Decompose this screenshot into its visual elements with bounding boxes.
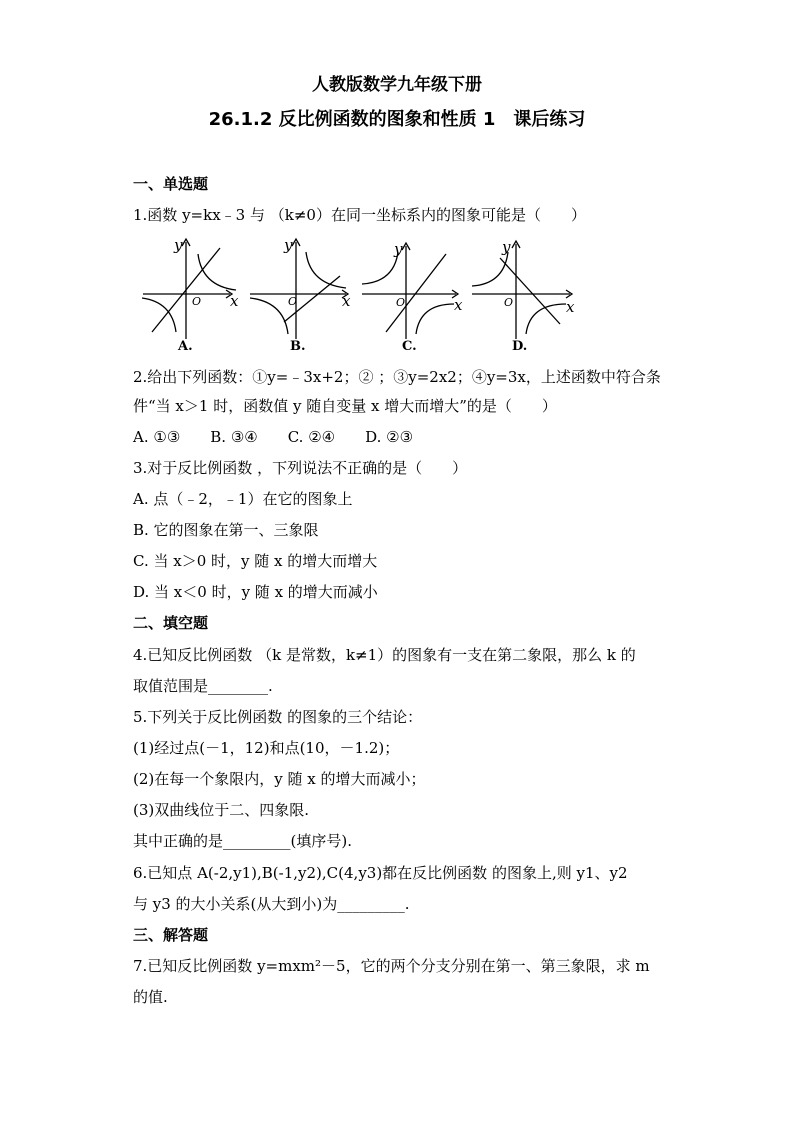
section-heading-fill-in: 二、填空题 (133, 614, 209, 632)
question-1-graphs (138, 234, 588, 352)
question-7-line-2: 的值. (133, 988, 168, 1006)
graph-c-y-label: y (394, 240, 403, 258)
graph-a-origin: O (192, 295, 202, 308)
question-2-line-2: 件“当 x＞1 时，函数值 y 随自变量 x 增大而增大”的是（ ） (133, 397, 557, 415)
graph-d-origin: O (504, 296, 514, 309)
graph-c-origin: O (396, 296, 406, 309)
question-5-conclusion-2: (2)在每一个象限内，y 随 x 的增大而减小； (133, 770, 426, 788)
graph-d-label: D. (512, 339, 528, 352)
graph-c-label: C. (402, 339, 417, 352)
question-6-line-2: 与 y3 的大小关系(从大到小)为_________. (133, 895, 410, 913)
question-4-line-1: 4.已知反比例函数 （k 是常数，k≠1）的图象有一支在第二象限，那么 k 的 (133, 646, 636, 664)
graph-a-x-label: x (230, 292, 239, 310)
question-2-options: A. ①③ B. ③④ C. ②④ D. ②③ (133, 428, 414, 446)
question-5-conclusion-3: (3)双曲线位于二、四象限. (133, 801, 310, 819)
question-5-answer: 其中正确的是_________(填序号). (133, 832, 352, 850)
graph-b-x-label: x (342, 292, 351, 310)
graph-b-y-label: y (284, 236, 293, 254)
question-1-stem: 1.函数 y=kx﹣3 与 （k≠0）在同一坐标系内的图象可能是（ ） (133, 206, 586, 224)
page-title: 人教版数学九年级下册 (312, 75, 482, 95)
graph-b-label: B. (290, 339, 306, 352)
graph-a (142, 239, 236, 339)
page-subtitle: 26.1.2 反比例函数的图象和性质 1 课后练习 (208, 109, 586, 130)
graph-d-x-label: x (566, 298, 575, 316)
question-5-stem: 5.下列关于反比例函数 的图象的三个结论： (133, 708, 423, 726)
question-3-option-b: B. 它的图象在第一、三象限 (133, 521, 319, 539)
question-4-line-2: 取值范围是________. (133, 677, 273, 695)
graph-a-y-label: y (174, 236, 183, 254)
graph-b-origin: O (288, 295, 298, 308)
question-3-stem: 3.对于反比例函数 ，下列说法不正确的是（ ） (133, 459, 468, 477)
section-heading-single-choice: 一、单选题 (133, 175, 209, 193)
question-5-conclusion-1: (1)经过点(－1，12)和点(10，－1.2)； (133, 739, 400, 757)
question-3-option-c: C. 当 x＞0 时，y 随 x 的增大而增大 (133, 552, 378, 570)
question-3-option-a: A. 点（﹣2，﹣1）在它的图象上 (133, 490, 353, 508)
question-7-line-1: 7.已知反比例函数 y=mxm²－5，它的两个分支分别在第一、第三象限，求 m (133, 957, 650, 975)
graph-d (472, 241, 572, 339)
graph-d-y-label: y (502, 238, 511, 256)
question-6-line-1: 6.已知点 A(-2,y1),B(-1,y2),C(4,y3)都在反比例函数 的图象上,则 y1、y2 (133, 864, 628, 882)
graph-a-label: A. (178, 339, 193, 352)
graph-c (362, 243, 458, 339)
question-2-line-1: 2.给出下列函数：①y=﹣3x+2；② ；③y=2x2；④y=3x，上述函数中符合条 (133, 368, 661, 386)
section-heading-solve: 三、解答题 (133, 926, 209, 944)
graph-b (250, 239, 348, 339)
question-3-option-d: D. 当 x＜0 时，y 随 x 的增大而减小 (133, 583, 378, 601)
graph-c-x-label: x (454, 296, 463, 314)
